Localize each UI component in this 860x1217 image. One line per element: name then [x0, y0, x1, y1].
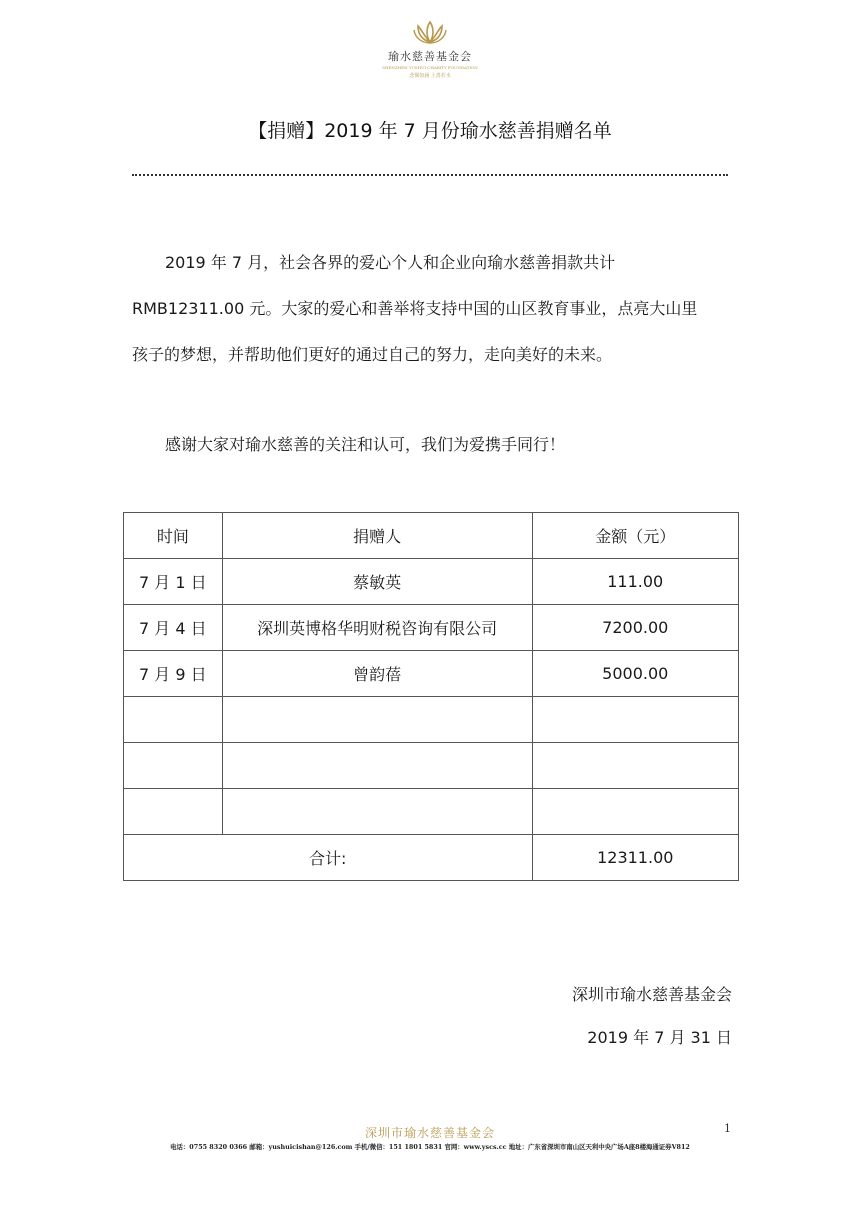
row-date: 7 月 9 日 — [124, 651, 223, 697]
footer-org-name: 深圳市瑜水慈善基金会 — [364, 1126, 495, 1140]
row-date: 7 月 4 日 — [124, 605, 223, 651]
row-donor: 曾韵蓓 — [222, 651, 532, 697]
foundation-logo — [370, 18, 490, 79]
footer-contact: 电话：0755 8320 0366 邮箱：yushuicishan@126.com 手机/微信：151 1801 5831 官网：www.yscs.cc 地址：广东省深圳市南山区天利中央广场A座8楼海通证券V812 — [170, 1143, 690, 1151]
lotus-logo-icon — [410, 18, 450, 46]
thanks-paragraph: 感谢大家对瑜水慈善的关注和认可，我们为爱携手同行！ — [165, 435, 566, 454]
logo-text: 瑜水慈善基金会 — [388, 50, 472, 63]
row-donor: 蔡敏英 — [222, 559, 532, 605]
header-date: 时间 — [124, 513, 223, 559]
table-row — [124, 651, 739, 697]
intro-line-1: 2019 年 7 月，社会各界的爱心个人和企业向瑜水慈善捐款共计 — [165, 253, 616, 272]
row-donor: 深圳英博格华明财税咨询有限公司 — [222, 605, 532, 651]
total-row — [124, 835, 739, 881]
header-amount: 金额（元） — [532, 513, 739, 559]
empty-row — [124, 697, 739, 743]
row-amount: 111.00 — [532, 559, 739, 605]
page-number: 1 — [724, 1122, 731, 1135]
header-donor: 捐赠人 — [222, 513, 532, 559]
row-date: 7 月 1 日 — [124, 559, 223, 605]
total-label: 合计: — [124, 835, 533, 881]
table-header-row — [124, 513, 739, 559]
dotted-divider — [132, 174, 728, 176]
table-row — [124, 559, 739, 605]
page-title: 【捐赠】2019 年 7 月份瑜水慈善捐赠名单 — [248, 120, 612, 142]
donation-table — [123, 512, 739, 881]
logo-slogan: 悲悯如涵 上善若水 — [409, 73, 451, 79]
table-row — [124, 605, 739, 651]
empty-row — [124, 743, 739, 789]
row-amount: 7200.00 — [532, 605, 739, 651]
row-amount: 5000.00 — [532, 651, 739, 697]
intro-line-3: 孩子的梦想，并帮助他们更好的通过自己的努力，走向美好的未来。 — [132, 345, 613, 364]
signature-org: 深圳市瑜水慈善基金会 — [571, 985, 732, 1004]
total-amount: 12311.00 — [532, 835, 739, 881]
signature-date: 2019 年 7 月 31 日 — [587, 1028, 732, 1047]
logo-english: SHENZHEN YUSHUI CHARITY FOUNDATION — [382, 65, 478, 70]
intro-line-2: RMB12311.00 元。大家的爱心和善举将支持中国的山区教育事业，点亮大山里 — [132, 299, 698, 318]
empty-row — [124, 789, 739, 835]
intro-paragraph — [132, 240, 732, 378]
